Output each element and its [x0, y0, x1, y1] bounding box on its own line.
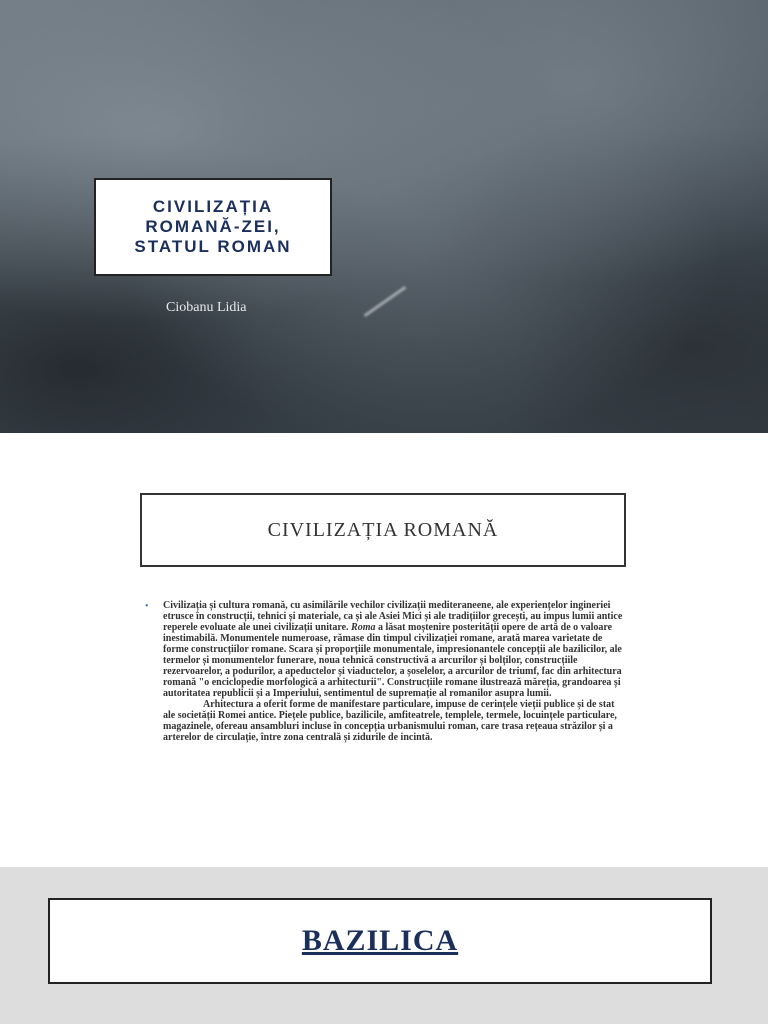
paragraph-1-part-1: Civilizația și cultura romană, cu asimilările vechilor civilizații mediteraneene, ale experiențelor ingineriei etrusce în construcții, tehnici și materiale, ca și ale Asiei Mici și ale tradițiilor grecești, au impus lumii antice reperele evoluate ale unei civilizații unitare. — [163, 600, 623, 633]
presentation-title: CIVILIZAȚIA ROMANĂ-ZEI, STATUL ROMAN — [134, 197, 292, 256]
author-name: Ciobanu Lidia — [166, 300, 247, 315]
roma-emphasis: Roma — [351, 622, 376, 633]
paragraph-1-part-2: a lăsat moștenire posterității opere de artă de o valoare inestimabilă. Monumentele numeroase, rămase din timpul civilizației romane, arată marea varietate de forme construcțiilor romane. Scara și proporțiile monumentale, impresionantele concepții ale bazilicilor, ale termelor și monumentelor funerare, noua tehnică constructivă a arcurilor și bolților, construcțiile rezervoarelor, a podurilor, a apeductelor și viaductelor, a șoselelor, a arcurilor de triumf, fac din arhitectura romană "o enciclopedie morfologică a arhitecturii". Construcțiile romane ilustrează măreția, grandoarea și autoritatea republicii și a Imperiului, sentimentul de supremație al romanilor asupra lumii. — [163, 622, 622, 699]
section-slide — [0, 867, 768, 1024]
title-box — [94, 178, 332, 276]
title-slide — [0, 0, 768, 433]
paragraph-1 — [163, 600, 623, 699]
paragraph-2: Arhitectura a oferit forme de manifestare particulare, impuse de cerințele vieții publice și de stat ale societății Romei antice. Piețele publice, bazilicile, amfiteatrele, templele, termele, locuințele particulare, magazinele, ofereau ansambluri incluse în concepția urbanismului roman, care trasa rețeaua străzilor și a arterelor de circulație, între zona centrală și zidurile de incintă. — [163, 699, 617, 743]
slide-heading: CIVILIZAȚIA ROMANĂ — [267, 518, 499, 541]
chalk-streak — [364, 286, 407, 317]
body-text — [163, 600, 623, 743]
heading-box — [140, 493, 626, 567]
content-slide — [0, 433, 768, 867]
section-heading: BAZILICA — [301, 924, 459, 957]
bullet-icon: • — [145, 601, 149, 612]
section-heading-box — [48, 898, 712, 984]
